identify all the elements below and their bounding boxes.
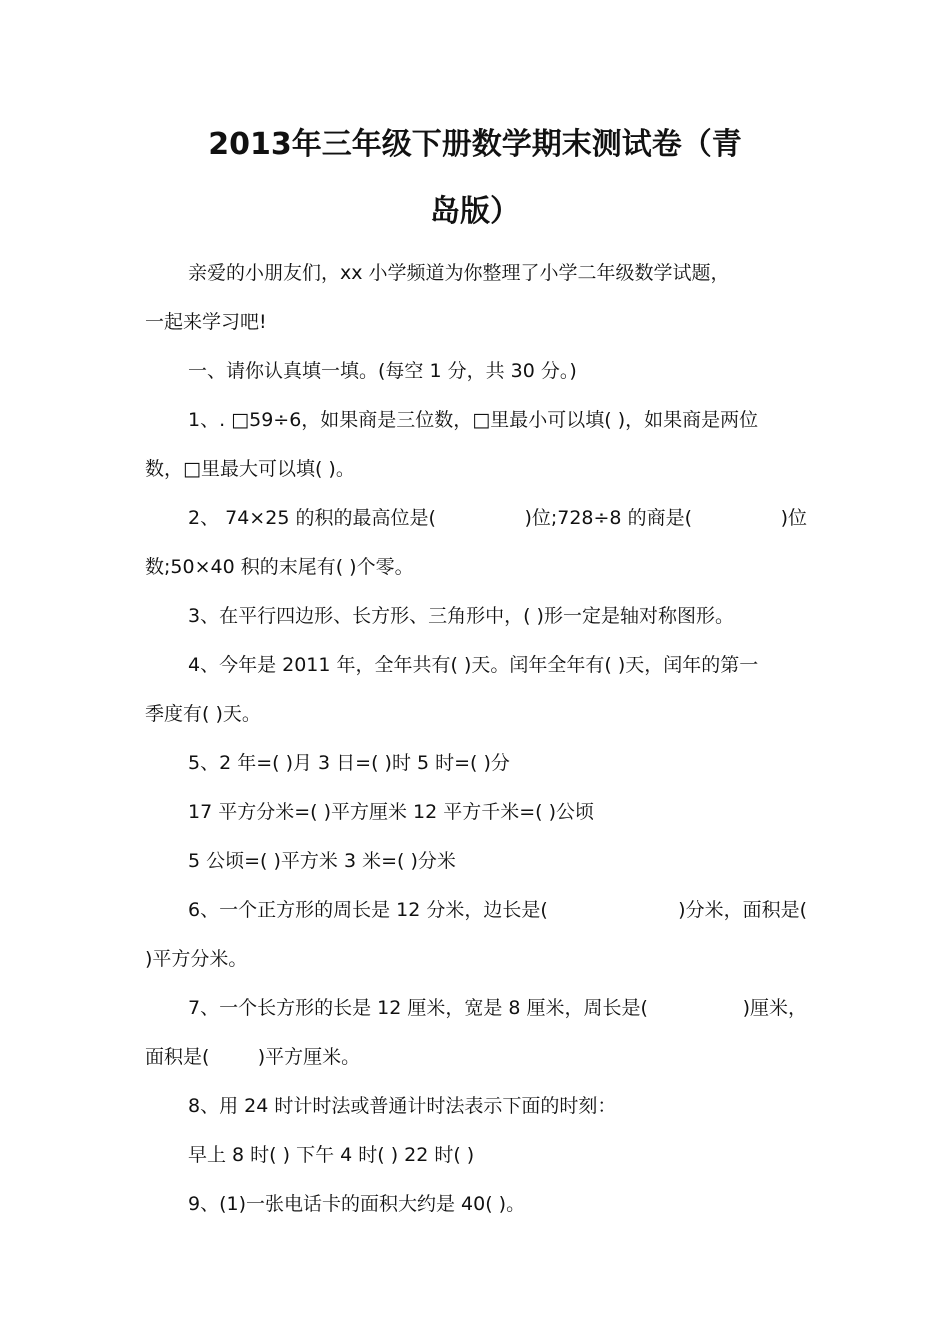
question-7-line-2: 面积是( )平方厘米。 <box>145 1046 361 1068</box>
question-1-line-2: 数，□里最大可以填( )。 <box>145 458 355 480</box>
question-5-line-1: 5、2 年=( )月 3 日=( )时 5 时=( )分 <box>188 752 510 774</box>
question-6-line-1 <box>188 896 807 924</box>
question-1-line-1: 1、. □59÷6，如果商是三位数，□里最小可以填( )，如果商是两位 <box>188 409 759 431</box>
document-title-line-1: 2013年三年级下册数学期末测试卷（青 <box>208 127 742 162</box>
intro-line-1: 亲爱的小朋友们，xx 小学频道为你整理了小学二年级数学试题， <box>188 262 730 284</box>
question-2-line-2: 数;50×40 积的末尾有( )个零。 <box>145 556 414 578</box>
section-1-heading: 一、请你认真填一填。(每空 1 分，共 30 分。) <box>188 360 577 382</box>
question-6-part-1: 6、一个正方形的周长是 12 分米，边长是( <box>188 899 548 921</box>
question-8-line-2: 早上 8 时( ) 下午 4 时( ) 22 时( ) <box>188 1144 475 1166</box>
question-2-part-2: )位;728÷8 的商是( <box>524 507 692 529</box>
question-6-part-2: )分米，面积是( <box>678 899 807 921</box>
intro-line-2: 一起来学习吧! <box>145 311 267 333</box>
question-5-line-2: 17 平方分米=( )平方厘米 12 平方千米=( )公顷 <box>188 801 595 823</box>
question-4-line-1: 4、今年是 2011 年，全年共有( )天。闰年全年有( )天，闰年的第一 <box>188 654 759 676</box>
question-2-part-1: 2、 74×25 的积的最高位是( <box>188 507 436 529</box>
question-2-line-1 <box>188 504 807 532</box>
question-7-part-1: 7、一个长方形的长是 12 厘米，宽是 8 厘米，周长是( <box>188 997 648 1019</box>
question-4-line-2: 季度有( )天。 <box>145 703 261 725</box>
question-5-line-3: 5 公顷=( )平方米 3 米=( )分米 <box>188 850 456 872</box>
question-3: 3、在平行四边形、长方形、三角形中，( )形一定是轴对称图形。 <box>188 605 734 627</box>
question-8-line-1: 8、用 24 时计时法或普通计时法表示下面的时刻： <box>188 1095 617 1117</box>
question-7-part-2: )厘米， <box>742 997 807 1019</box>
question-6-line-2: )平方分米。 <box>145 948 248 970</box>
question-2-part-3: )位 <box>780 507 807 529</box>
question-9-line-1: 9、(1)一张电话卡的面积大约是 40( )。 <box>188 1193 526 1215</box>
document-title-line-2: 岛版） <box>430 194 520 229</box>
question-7-line-1 <box>188 994 807 1022</box>
